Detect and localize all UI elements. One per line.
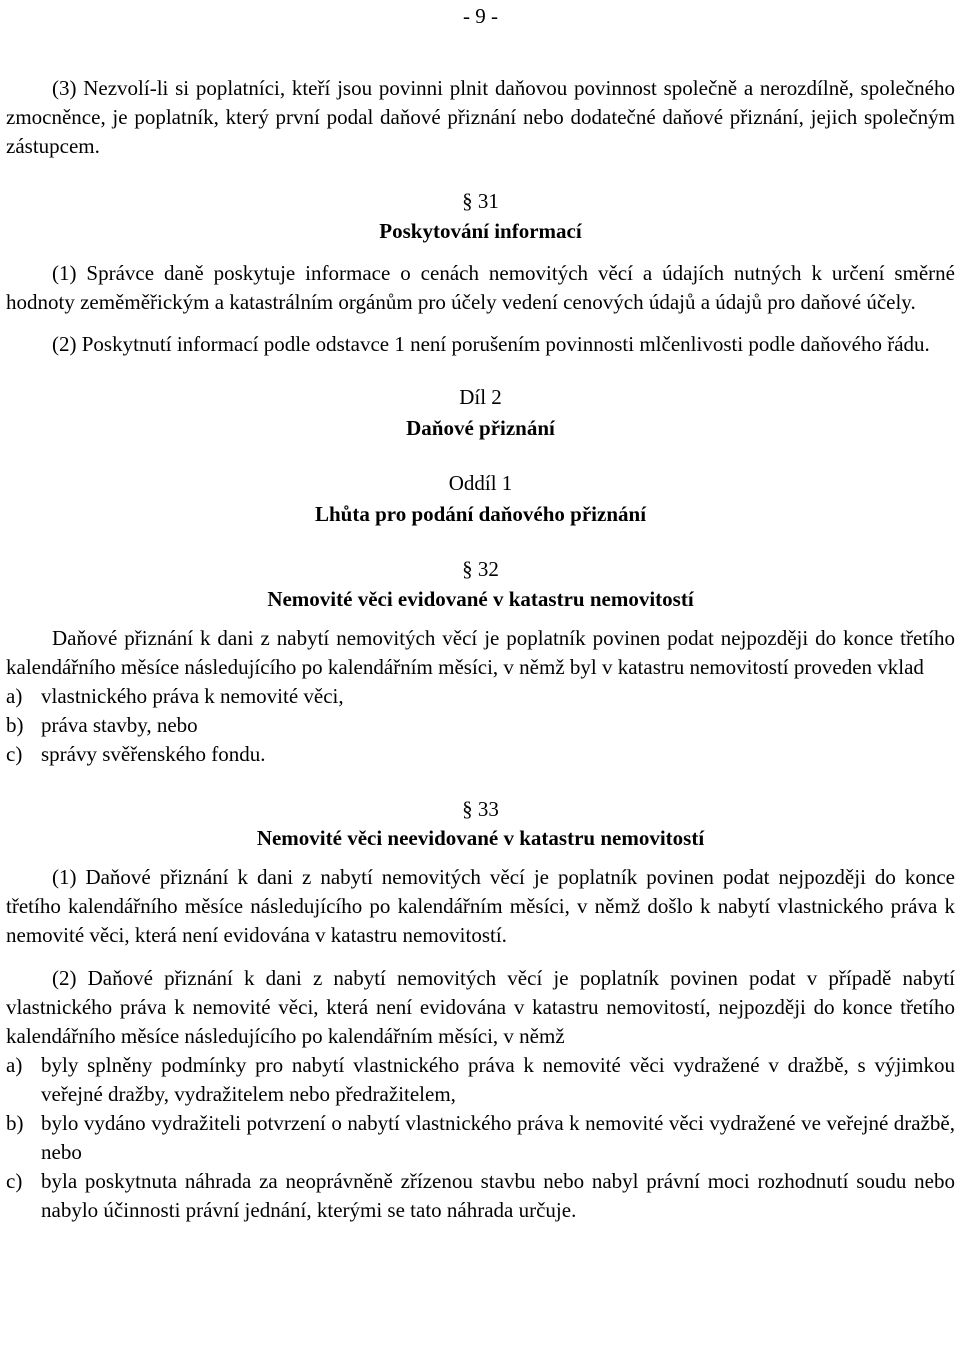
section-33-number: § 33	[462, 797, 499, 821]
list-marker: b)	[6, 713, 24, 737]
list-text: správy svěřenského fondu.	[41, 742, 266, 766]
division-1-title: Lhůta pro podání daňového přiznání	[314, 502, 647, 526]
section-33-title: Nemovité věci neevidované v katastru nemovitostí	[256, 826, 705, 850]
section-33-paragraph-1: (1) Daňové přiznání k dani z nabytí nemovitých věcí je poplatník povinen podat nejpozději do konce třetího kalendářního měsíce následujícího po kalendářním měsíci, v němž došlo k nabytí vlastnického práva k nemovité věci, která není evidována v katastru nemovitostí.	[6, 865, 955, 947]
list-text: byly splněny podmínky pro nabytí vlastnického práva k nemovité věci vydražené v dražbě, s výjimkou veřejné dražby, vydražitelem nebo předražitelem,	[41, 1053, 955, 1106]
section-31-paragraph-2: (2) Poskytnutí informací podle odstavce 1 není porušením povinnosti mlčenlivosti podle daňového řádu.	[52, 332, 930, 356]
list-text: bylo vydáno vydražiteli potvrzení o nabytí vlastnického práva k nemovité věci vydražené ve veřejné dražbě, nebo	[41, 1111, 955, 1164]
part-2-title: Daňové přiznání	[406, 416, 555, 440]
list-marker: a)	[6, 1053, 23, 1077]
list-item	[6, 1109, 955, 1167]
part-2-label: Díl 2	[459, 385, 502, 409]
list-text: práva stavby, nebo	[41, 713, 198, 737]
list-marker: b)	[6, 1111, 24, 1135]
section-31-number: § 31	[462, 189, 499, 213]
list-marker: a)	[6, 684, 23, 708]
section-31-paragraph-1: (1) Správce daně poskytuje informace o cenách nemovitých věcí a údajích nutných k určení směrné hodnoty zeměměřickým a katastrálním orgánům pro účely vedení cenových údajů a údajů pro daňové účely.	[6, 261, 955, 314]
list-text: vlastnického práva k nemovité věci,	[41, 684, 344, 708]
list-marker: c)	[6, 1169, 23, 1193]
page-number: - 9 -	[463, 4, 498, 28]
section-33-paragraph-2: (2) Daňové přiznání k dani z nabytí nemovitých věcí je poplatník povinen podat v případě nabytí vlastnického práva k nemovité věci, která není evidována v katastru nemovitostí, nejpozději do konce třetího kalendářního měsíce následujícího po kalendářním měsíci, v němž	[6, 966, 955, 1048]
list-marker: c)	[6, 742, 23, 766]
division-1-label: Oddíl 1	[448, 471, 513, 495]
section-32-title: Nemovité věci evidované v katastru nemovitostí	[267, 587, 694, 611]
list-item	[6, 740, 955, 769]
list-item	[6, 1167, 955, 1225]
list-item	[6, 711, 955, 740]
section-32-text: Daňové přiznání k dani z nabytí nemovitých věcí je poplatník povinen podat nejpozději do konce třetího kalendářního měsíce následujícího po kalendářním měsíci, v němž byl v katastru nemovitostí proveden vklad	[6, 626, 955, 679]
list-item	[6, 1051, 955, 1109]
section-31-title: Poskytování informací	[379, 219, 582, 243]
section-32-number: § 32	[462, 557, 499, 581]
list-item	[6, 682, 955, 711]
document-page	[6, 0, 955, 1225]
list-text: byla poskytnuta náhrada za neoprávněně zřízenou stavbu nebo nabyl právní moci rozhodnutí soudu nebo nabylo účinnosti právní jednání, kterými se tato náhrada určuje.	[41, 1169, 955, 1222]
paragraph-3: (3) Nezvolí-li si poplatníci, kteří jsou povinni plnit daňovou povinnost společně a nerozdílně, společného zmocněnce, je poplatník, který první podal daňové přiznání nebo dodatečné daňové přiznání, jejich společným zástupcem.	[6, 76, 955, 158]
